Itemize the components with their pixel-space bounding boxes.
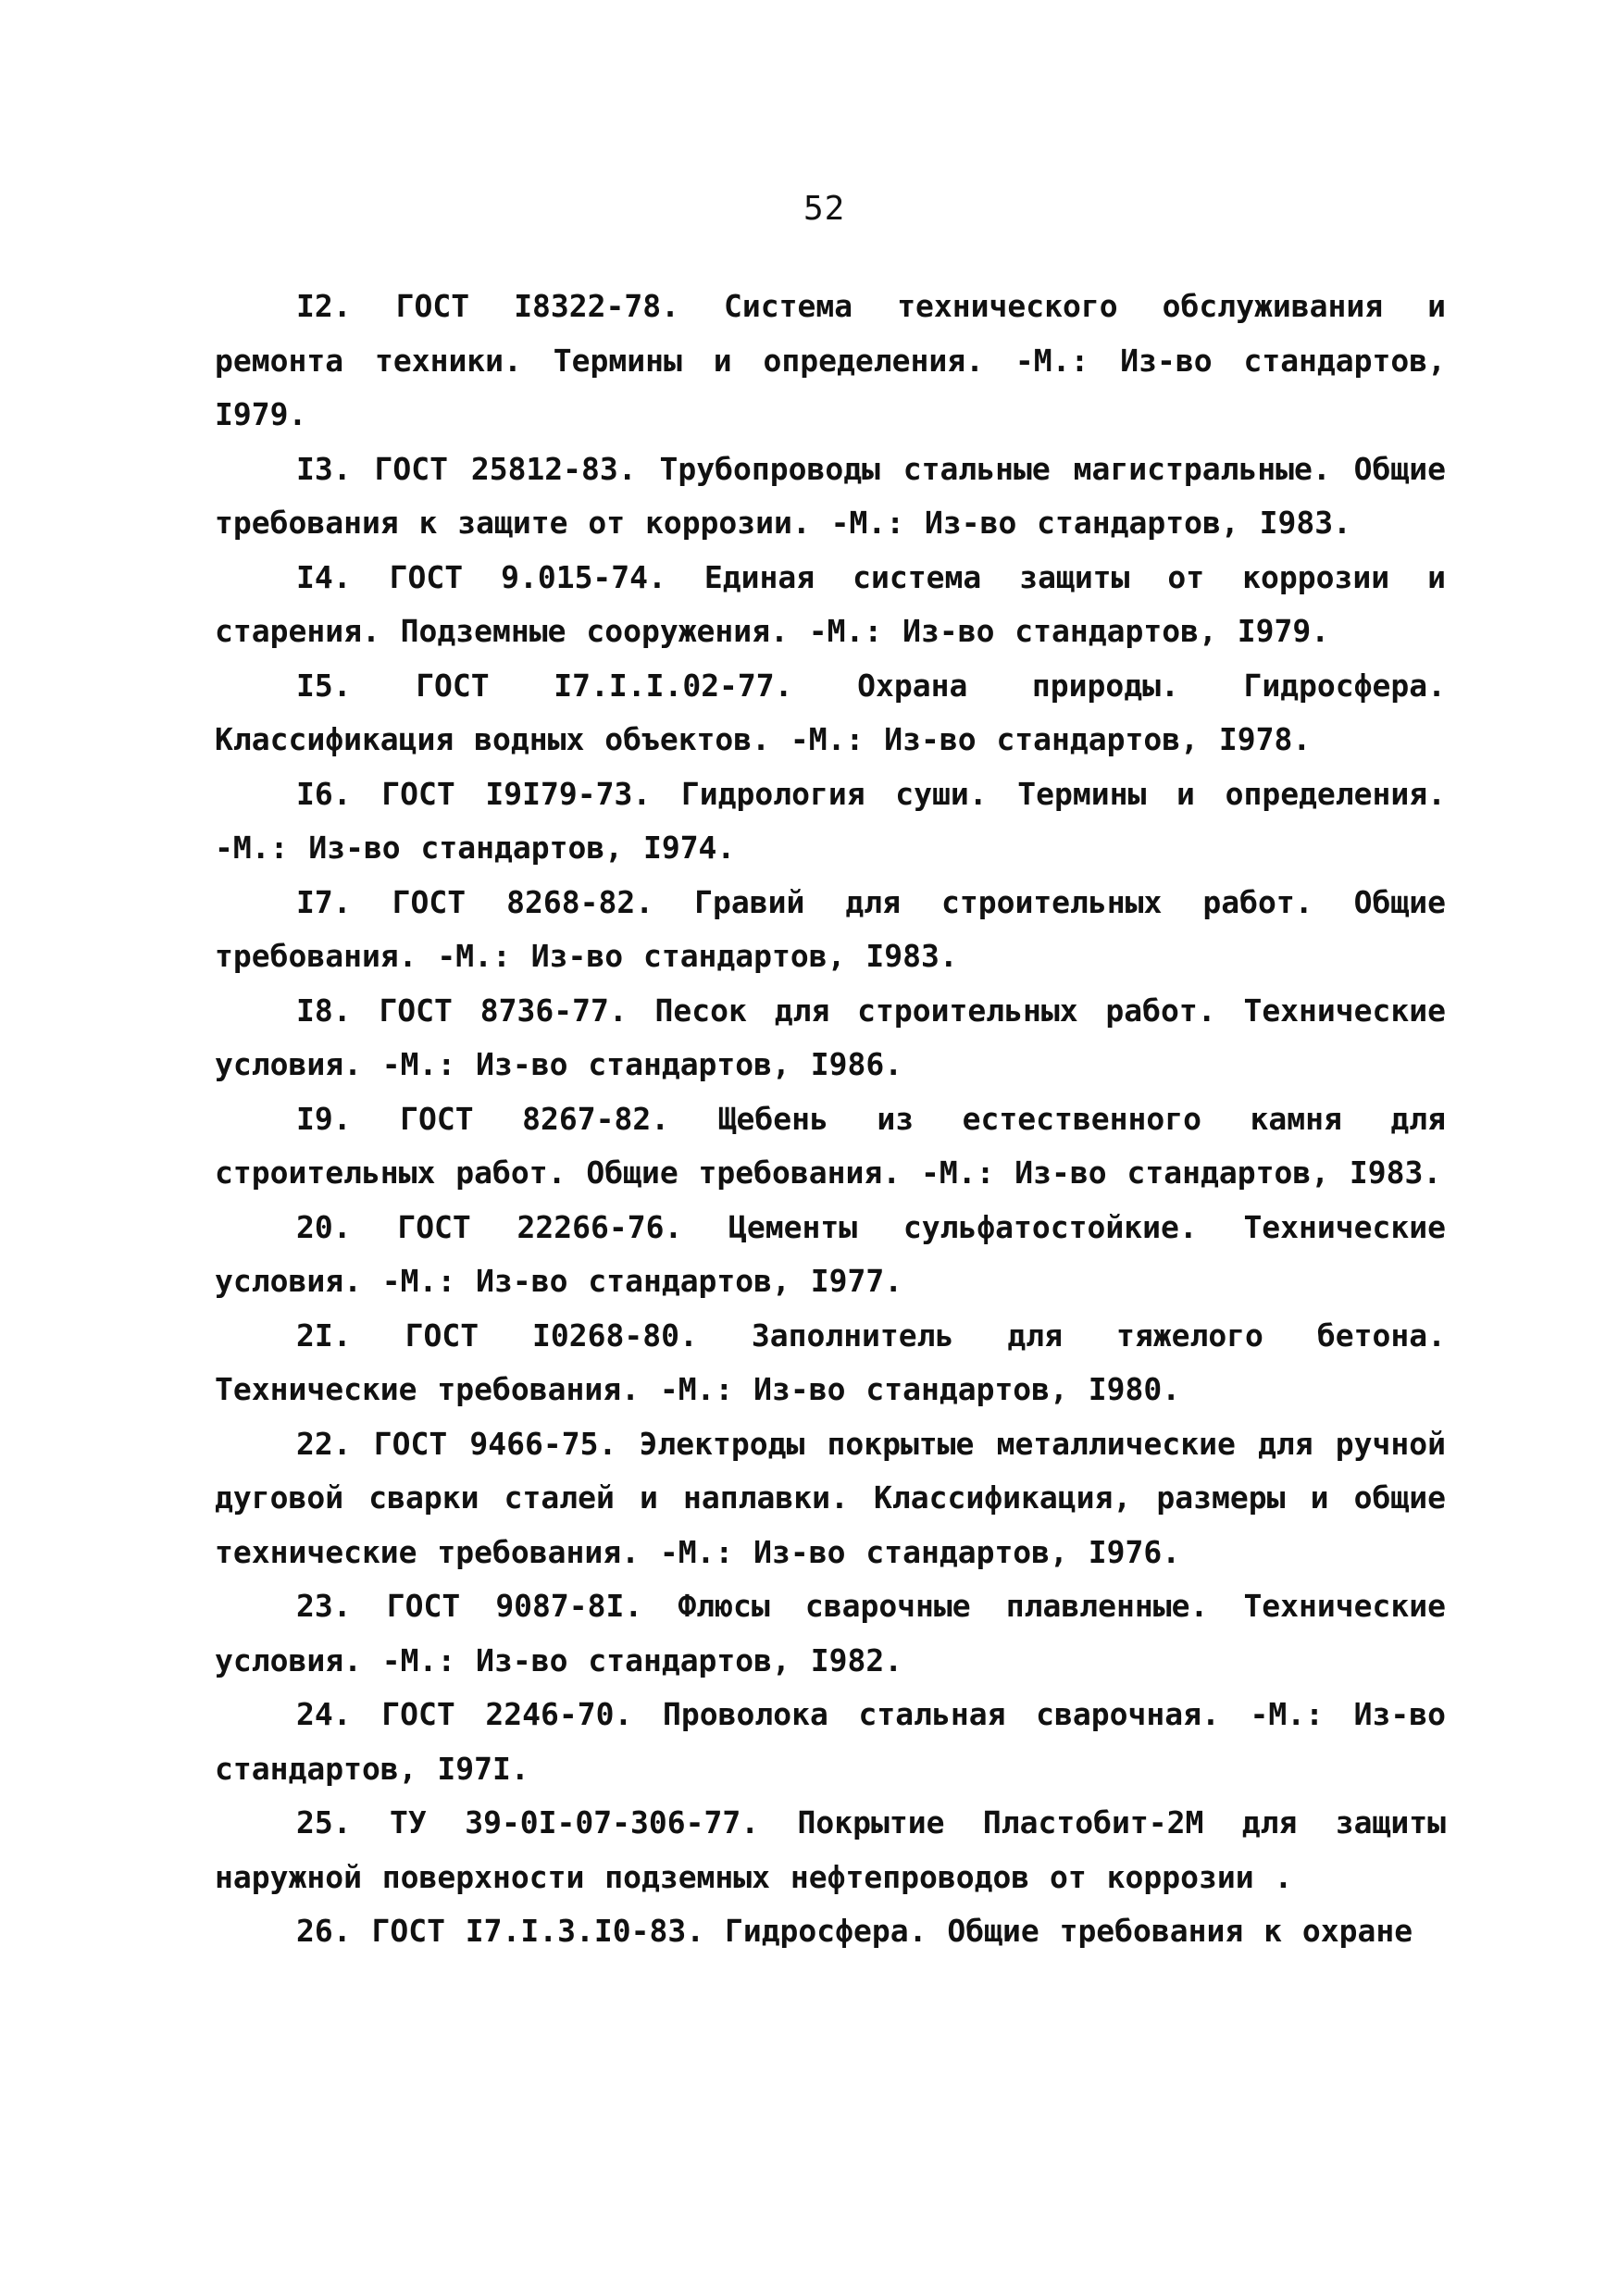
- reference-item-19: I9. ГОСТ 8267-82. Щебень из естественного камня для строительных работ. Общие требования. -М.: Из-во стандартов, I983.: [215, 1100, 1446, 1191]
- reference-item-18: I8. ГОСТ 8736-77. Песок для строительных работ. Технические условия. -М.: Из-во стандартов, I986.: [215, 992, 1446, 1082]
- reference-item-22: 22. ГОСТ 9466-75. Электроды покрытые металлические для ручной дуговой сварки сталей и наплавки. Классификация, размеры и общие технические требования. -М.: Из-во стандартов, I976.: [215, 1425, 1446, 1570]
- reference-item-14: I4. ГОСТ 9.015-74. Единая система защиты от коррозии и старения. Подземные сооружения. -М.: Из-во стандартов, I979.: [215, 558, 1446, 649]
- reference-item-15: I5. ГОСТ I7.I.I.02-77. Охрана природы. Гидросфера. Классификация водных объектов. -М.: Из-во стандартов, I978.: [215, 667, 1446, 757]
- reference-item-17: I7. ГОСТ 8268-82. Гравий для строительных работ. Общие требования. -М.: Из-во стандартов, I983.: [215, 883, 1446, 974]
- reference-item-25: 25. ТУ 39-0I-07-306-77. Покрытие Пластобит-2М для защиты наружной поверхности подземных нефтепроводов от коррозии .: [215, 1804, 1446, 1895]
- reference-list: [215, 280, 1446, 1959]
- reference-item-26: 26. ГОСТ I7.I.3.I0-83. Гидросфера. Общие требования к охране: [296, 1913, 1413, 1949]
- reference-item-16: I6. ГОСТ I9I79-73. Гидрология суши. Термины и определения. -М.: Из-во стандартов, I974.: [215, 775, 1446, 866]
- reference-item-24: 24. ГОСТ 2246-70. Проволока стальная сварочная. -М.: Из-во стандартов, I97I.: [215, 1696, 1446, 1787]
- reference-item-20: 20. ГОСТ 22266-76. Цементы сульфатостойкие. Технические условия. -М.: Из-во стандартов, I977.: [215, 1208, 1446, 1299]
- reference-item-13: I3. ГОСТ 25812-83. Трубопроводы стальные магистральные. Общие требования к защите от коррозии. -М.: Из-во стандартов, I983.: [215, 450, 1446, 541]
- page-number: 52: [803, 190, 846, 228]
- reference-item-21: 2I. ГОСТ I0268-80. Заполнитель для тяжелого бетона. Технические требования. -М.: Из-во стандартов, I980.: [215, 1316, 1446, 1407]
- reference-item-12: I2. ГОСТ I8322-78. Система технического обслуживания и ремонта техники. Термины и определения. -М.: Из-во стандартов, I979.: [215, 288, 1446, 432]
- reference-item-23: 23. ГОСТ 9087-8I. Флюсы сварочные плавленные. Технические условия. -М.: Из-во стандартов, I982.: [215, 1588, 1446, 1678]
